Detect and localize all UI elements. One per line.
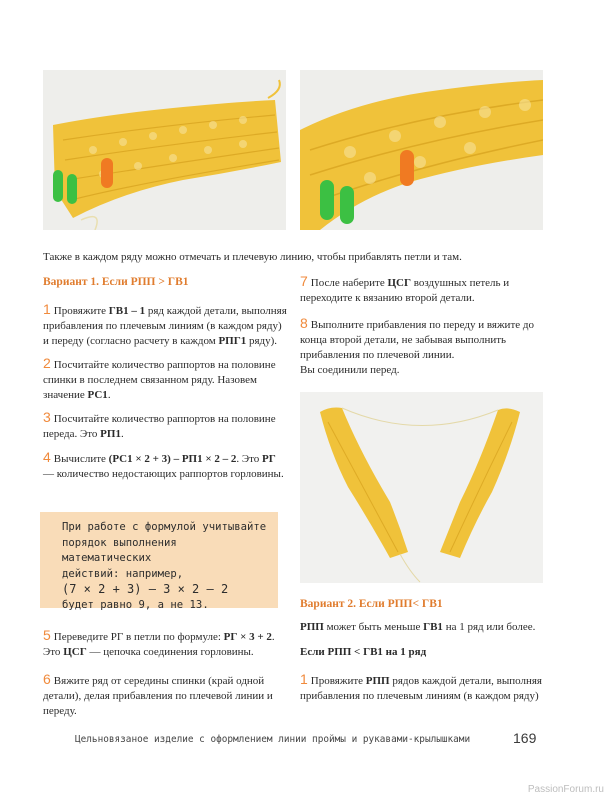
intro-text: Также в каждом ряду можно отмечать и плечевую линию, чтобы прибавлять петли и там.: [43, 251, 462, 263]
step-8: 8 Выполните прибавления по переду и вяжите до конца второй детали, не забывая выполнить прибавления по плечевой линии. Вы соединили перед.: [300, 315, 534, 376]
step-3: 3 Посчитайте количество раппортов на половине переда. Это РП1.: [43, 409, 276, 440]
photo-crochet-strip-markers: [43, 70, 286, 230]
formula-note-text: При работе с формулой учитывайте порядок выполнения математических действий: например, (7 × 2 + 3) – 3 × 2 – 2 будет равно 9, а не 13.: [62, 521, 267, 611]
footer-chapter-title: Цельновязаное изделие с оформлением линии проймы и рукавами-крылышками: [75, 734, 471, 745]
step-1: 1 Провяжите ГВ1 – 1 ряд каждой детали, выполняя прибавления по плечевым линиям (в каждом ряду) и переду (согласно расчету в каждом РПГ1 ряду).: [43, 301, 287, 347]
photo-crochet-front-pieces: [300, 392, 543, 583]
step-5: 5 Переведите РГ в петли по формуле: РГ × 3 + 2. Это ЦСГ — цепочка соединения горловины.: [43, 627, 275, 658]
step-number: 8: [300, 315, 308, 331]
step-number: 4: [43, 449, 51, 465]
photo-crochet-closeup-markers: [300, 70, 543, 230]
step-number: 3: [43, 409, 51, 425]
step-number: 1: [300, 671, 308, 687]
variant2-heading: Вариант 2. Если РПП< ГВ1: [300, 598, 443, 610]
step-4: 4 Вычислите (РС1 × 2 + 3) – РП1 × 2 – 2. Это РГ — количество недостающих раппортов горловины.: [43, 449, 284, 480]
step-number: 2: [43, 355, 51, 371]
variant1-heading: Вариант 1. Если РПП > ГВ1: [43, 276, 189, 288]
watermark: PassionForum.ru: [527, 784, 604, 795]
step-6: 6 Вяжите ряд от середины спинки (край одной детали), делая прибавления по плечевой линии и переду.: [43, 671, 273, 717]
step-number: 1: [43, 301, 51, 317]
step-number: 5: [43, 627, 51, 643]
step-number: 6: [43, 671, 51, 687]
page-number: 169: [513, 730, 537, 746]
step-2: 2 Посчитайте количество раппортов на половине спинки в последнем связанном ряду. Назовем значение РС1.: [43, 355, 276, 401]
variant2-step-1: 1 Провяжите РПП рядов каждой детали, выполняя прибавления по плечевым линиям (в каждом ряду): [300, 671, 542, 702]
step-number: 7: [300, 273, 308, 289]
variant2-subheading: Если РПП < ГВ1 на 1 ряд: [300, 646, 427, 658]
variant2-paragraph: РПП может быть меньше ГВ1 на 1 ряд или более.: [300, 621, 536, 633]
step-7: 7 После наберите ЦСГ воздушных петель и переходите к вязанию второй детали.: [300, 273, 510, 304]
